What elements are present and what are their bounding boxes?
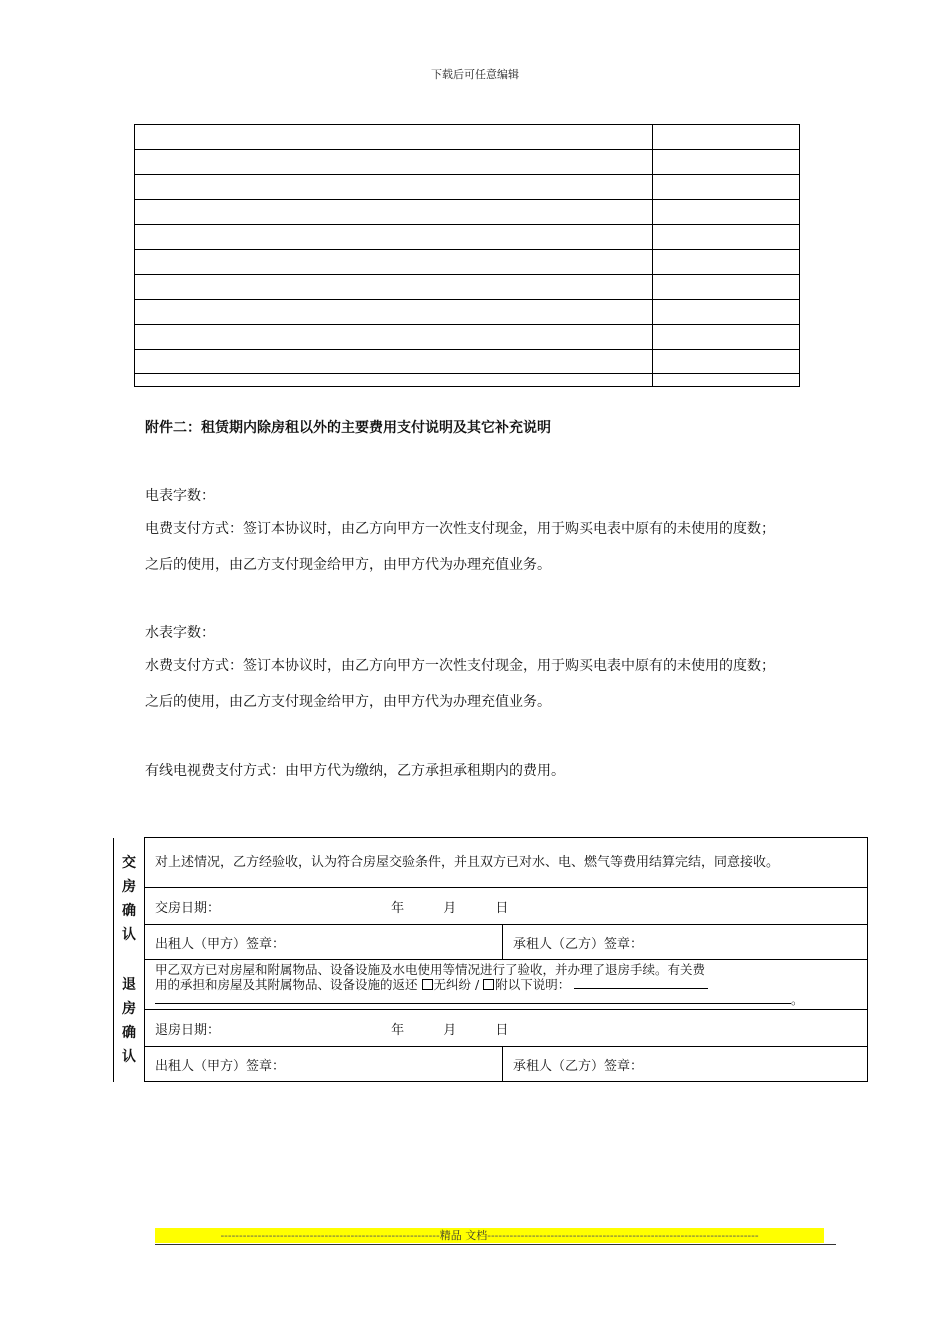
table-column-divider [652,125,653,386]
table-row [135,349,799,350]
handover-date-row [145,888,868,925]
explain-blank-line[interactable] [574,988,708,989]
table-row [135,174,799,175]
water-after-text: 之后的使用，由乙方支付现金给甲方，由甲方代为办理充值业务。 [145,694,551,710]
checkout-statement-line2: 用的承担和房屋及其附属物品、设备设施的返还 无纠纷 / 附以下说明： [155,977,861,992]
table-row [135,249,799,250]
checkout-date-row [145,1010,868,1047]
checkout-month: 月 [443,1022,457,1038]
handover-date-label: 交房日期： [155,900,221,916]
footer-rule [155,1244,836,1245]
checkout-day: 日 [495,1022,509,1038]
explain-blank-line-2[interactable] [155,1003,791,1004]
water-meter-label: 水表字数： [145,625,215,641]
table-row [135,199,799,200]
option-separator: / [475,977,480,992]
explain-checkbox[interactable] [483,979,494,990]
footer-label: 精品 文档 [439,1229,488,1242]
checkout-statement [145,960,868,1010]
no-dispute-label: 无纠纷 [433,977,472,992]
checkout-date-label: 退房日期： [155,1022,221,1038]
handover-statement: 对上述情况，乙方经验收，认为符合房屋交验条件，并且双方已对水、电、燃气等费用结算完结，同意接收。 [145,838,868,888]
checkout-lessee-signature: 承租人（乙方）签章： [503,1047,868,1082]
electric-payment-text: 电费支付方式：签订本协议时，由乙方向甲方一次性支付现金，用于购买电表中原有的未使用的度数； [145,521,775,537]
table-row [135,274,799,275]
table-row [135,373,799,374]
table-row [135,299,799,300]
handover-day: 日 [495,900,509,916]
checkout-statement-line1: 甲乙双方已对房屋和附属物品、设备设施及水电使用等情况进行了验收，并办理了退房手续。有关费 [155,962,706,977]
table-row [135,224,799,225]
water-payment-text: 水费支付方式：签订本协议时，由乙方向甲方一次性支付现金，用于购买电表中原有的未使用的度数； [145,658,775,674]
cable-tv-text: 有线电视费支付方式：由甲方代为缴纳，乙方承担承租期内的费用。 [145,763,565,779]
checkout-lessor-signature: 出租人（甲方）签章： [145,1047,503,1082]
footer-banner: -----------------------------------------------------------精品 文档------------------------------------------------------------------------- [155,1228,824,1243]
handover-month: 月 [443,900,457,916]
checkout-side-label: 退 房 确 认 [114,960,145,1082]
inventory-table [134,124,800,387]
checkout-statement-line3: 。 [155,992,861,1007]
checkout-confirmation-table [113,959,868,1082]
explain-label: 附以下说明： [495,977,571,992]
checkout-year: 年 [391,1022,405,1038]
handover-lessee-signature: 承租人（乙方）签章： [503,925,868,960]
electric-after-text: 之后的使用，由乙方支付现金给甲方，由甲方代为办理充值业务。 [145,557,551,573]
electric-meter-label: 电表字数： [145,488,215,504]
handover-side-label: 交 房 确 认 [114,838,145,960]
page-header-note: 下载后可任意编辑 [431,68,519,81]
handover-confirmation-table [113,837,868,960]
handover-lessor-signature: 出租人（甲方）签章： [145,925,503,960]
no-dispute-checkbox[interactable] [422,979,433,990]
table-row [135,324,799,325]
annex-two-title: 附件二：租赁期内除房租以外的主要费用支付说明及其它补充说明 [145,420,551,436]
handover-year: 年 [391,900,405,916]
table-row [135,149,799,150]
